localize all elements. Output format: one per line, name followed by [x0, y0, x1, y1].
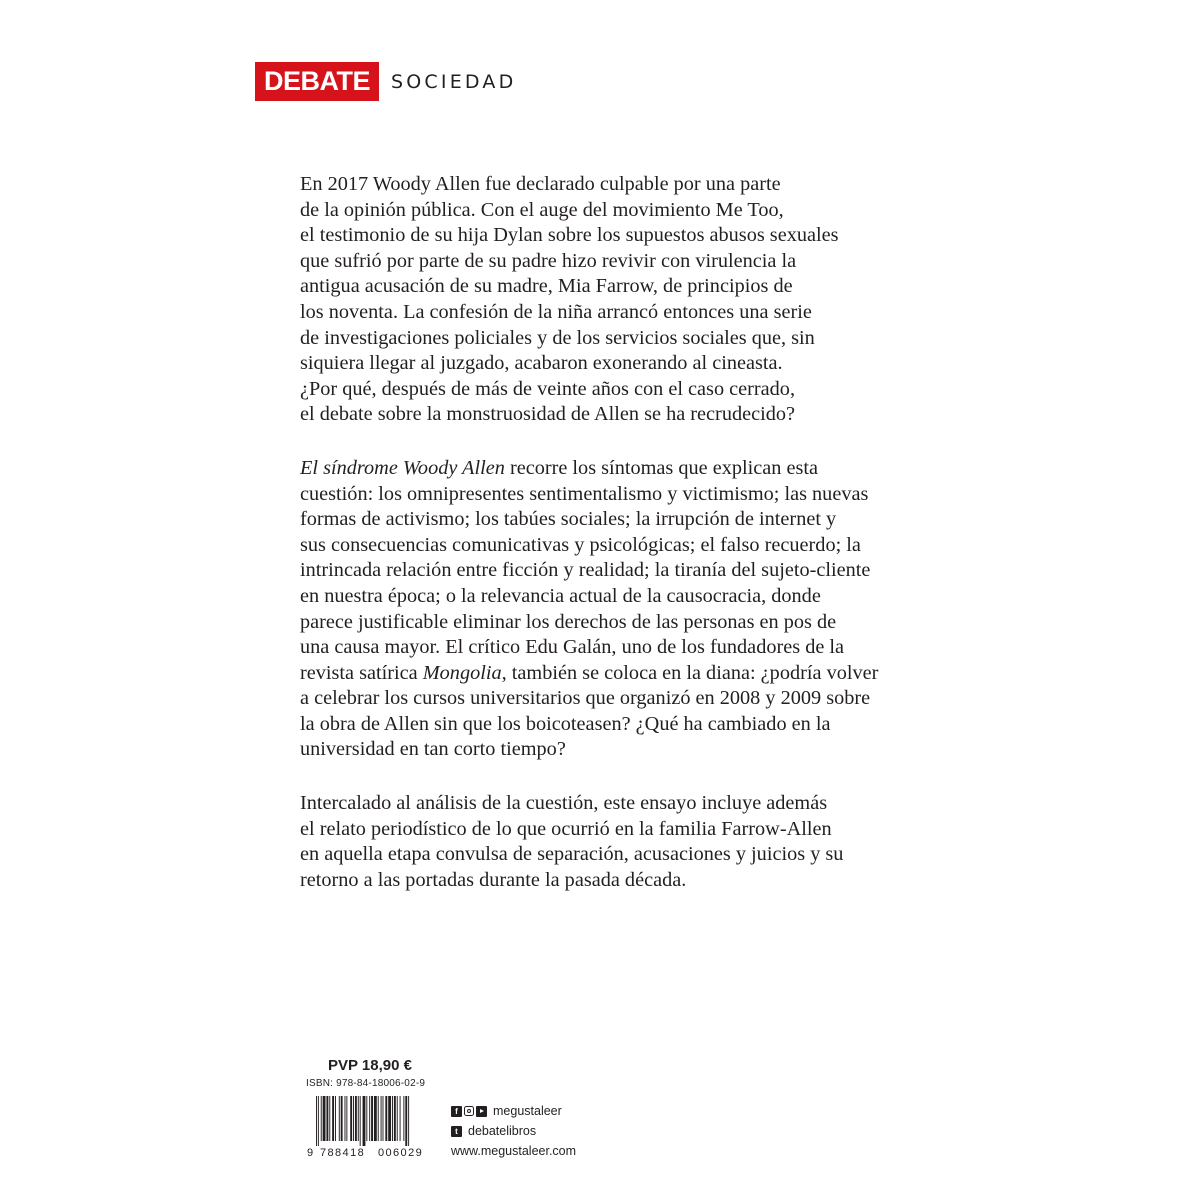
- barcode-bar: [316, 1096, 317, 1146]
- book-title: El síndrome Woody Allen: [300, 456, 505, 479]
- blurb-paragraph-3: [300, 791, 920, 893]
- barcode-digits-left: 788418: [320, 1147, 366, 1158]
- barcode-bar: [332, 1096, 334, 1141]
- barcode-bar: [385, 1096, 387, 1141]
- barcode-bar: [363, 1096, 366, 1146]
- barcode-bar: [321, 1096, 322, 1141]
- barcode-bar: [335, 1096, 336, 1141]
- blurb-line: en aquella etapa convulsa de separación, acusaciones y juicios y su: [300, 843, 844, 866]
- barcode-bar: [397, 1096, 398, 1141]
- barcode-bar: [381, 1096, 382, 1141]
- barcode-bar: [374, 1096, 377, 1141]
- blurb-line: Intercalado al análisis de la cuestión, este ensayo incluye además: [300, 792, 828, 815]
- barcode-bar: [378, 1096, 379, 1141]
- isbn-label: ISBN: 978-84-18006-02-9: [306, 1078, 426, 1089]
- blurb-line: la obra de Allen sin que los boicoteasen? ¿Qué ha cambiado en la: [300, 712, 831, 735]
- blurb-line: el relato periodístico de lo que ocurrió en la familia Farrow-Allen: [300, 817, 832, 840]
- barcode-bar: [323, 1096, 326, 1141]
- publisher-name: DEBATE: [255, 62, 379, 101]
- collection-name: SOCIEDAD: [391, 70, 517, 93]
- blurb-line: ¿Por qué, después de más de veinte años con el caso cerrado,: [300, 377, 796, 400]
- barcode-bar: [394, 1096, 396, 1141]
- barcode-bar: [345, 1096, 346, 1141]
- blurb-line: En 2017 Woody Allen fue declarado culpable por una parte: [300, 173, 781, 195]
- barcode-bar: [405, 1096, 407, 1146]
- blurb-paragraph-1: [300, 172, 920, 428]
- blurb-line: sus consecuencias comunicativas y psicológicas; el falso recuerdo; la: [300, 533, 861, 556]
- blurb-line: retorno a las portadas durante la pasada década.: [300, 868, 687, 891]
- blurb-paragraph-2: [300, 456, 920, 763]
- handle-megustaleer[interactable]: megustaleer: [493, 1104, 562, 1118]
- magazine-title: Mongolia: [422, 661, 502, 684]
- blurb-line: parece justificable eliminar los derechos de las personas en pos de: [300, 610, 837, 633]
- blurb-line: universidad en tan corto tiempo?: [300, 738, 566, 761]
- blurb-line: a celebrar los cursos universitarios que organizó en 2008 y 2009 sobre: [300, 687, 871, 710]
- barcode-bar: [346, 1096, 347, 1141]
- back-cover-blurb: [300, 172, 920, 921]
- blurb-line: el testimonio de su hija Dylan sobre los supuestos abusos sexuales: [300, 224, 839, 247]
- blurb-line: los noventa. La confesión de la niña arrancó entonces una serie: [300, 300, 812, 323]
- website-link[interactable]: www.megustaleer.com: [451, 1144, 577, 1158]
- blurb-line: formas de activismo; los tabúes sociales; la irrupción de internet y: [300, 508, 837, 531]
- blurb-line: El síndrome Woody Allen recorre los síntomas que explican esta: [300, 456, 818, 479]
- twitter-icon[interactable]: t: [451, 1126, 462, 1137]
- handle-debatelibros[interactable]: debatelibros: [468, 1124, 537, 1138]
- blurb-line: revista satírica Mongolia, también se coloca en la diana: ¿podría volver: [300, 661, 879, 684]
- blurb-line: intrincada relación entre ficción y realidad; la tiranía del sujeto-cliente: [300, 559, 871, 582]
- blurb-line: el debate sobre la monstruosidad de Allen se ha recrudecido?: [300, 403, 796, 426]
- barcode-digits-right: 006029: [378, 1147, 424, 1158]
- isbn-barcode: [306, 1096, 442, 1158]
- publisher-logo: [255, 62, 516, 101]
- blurb-line: de la opinión pública. Con el auge del movimiento Me Too,: [300, 198, 784, 221]
- barcode-bar: [408, 1096, 409, 1146]
- barcode-bar: [318, 1096, 319, 1146]
- blurb-line: antigua acusación de su madre, Mia Farrow, de principios de: [300, 275, 793, 298]
- barcode-bar: [326, 1096, 328, 1141]
- barcode-bar: [355, 1096, 357, 1141]
- blurb-line: cuestión: los omnipresentes sentimentalismo y victimismo; las nuevas: [300, 482, 869, 505]
- barcode-bar: [371, 1096, 373, 1141]
- blurb-line: de investigaciones policiales y de los servicios sociales que, sin: [300, 326, 815, 349]
- blurb-line: en nuestra época; o la relevancia actual de la causocracia, donde: [300, 584, 821, 607]
- barcode-bar: [358, 1096, 359, 1141]
- barcode-bar: [400, 1096, 401, 1141]
- instagram-icon[interactable]: [464, 1106, 474, 1116]
- facebook-icon[interactable]: f: [451, 1106, 462, 1117]
- barcode-bar: [388, 1096, 391, 1141]
- price-label: PVP 18,90 €: [328, 1057, 412, 1074]
- blurb-line: una causa mayor. El crítico Edu Galán, uno de los fundadores de la: [300, 636, 845, 659]
- barcode-bar: [360, 1096, 361, 1146]
- barcode-bar: [341, 1096, 343, 1141]
- barcode-bar: [392, 1096, 393, 1141]
- blurb-line: que sufrió por parte de su padre hizo revivir con virulencia la: [300, 249, 797, 272]
- barcode-bar: [350, 1096, 352, 1141]
- barcode-bar: [339, 1096, 340, 1141]
- barcode-bar: [383, 1096, 384, 1141]
- barcode-bar: [369, 1096, 370, 1141]
- barcode-bar: [329, 1096, 330, 1141]
- social-links: [451, 1101, 576, 1161]
- youtube-icon[interactable]: [476, 1106, 487, 1117]
- blurb-line: siquiera llegar al juzgado, acabaron exonerando al cineasta.: [300, 352, 783, 375]
- barcode-bar: [403, 1096, 404, 1141]
- barcode-bar: [366, 1096, 367, 1141]
- barcode-bar: [353, 1096, 354, 1141]
- barcode-digit-prefix: 9: [307, 1147, 314, 1158]
